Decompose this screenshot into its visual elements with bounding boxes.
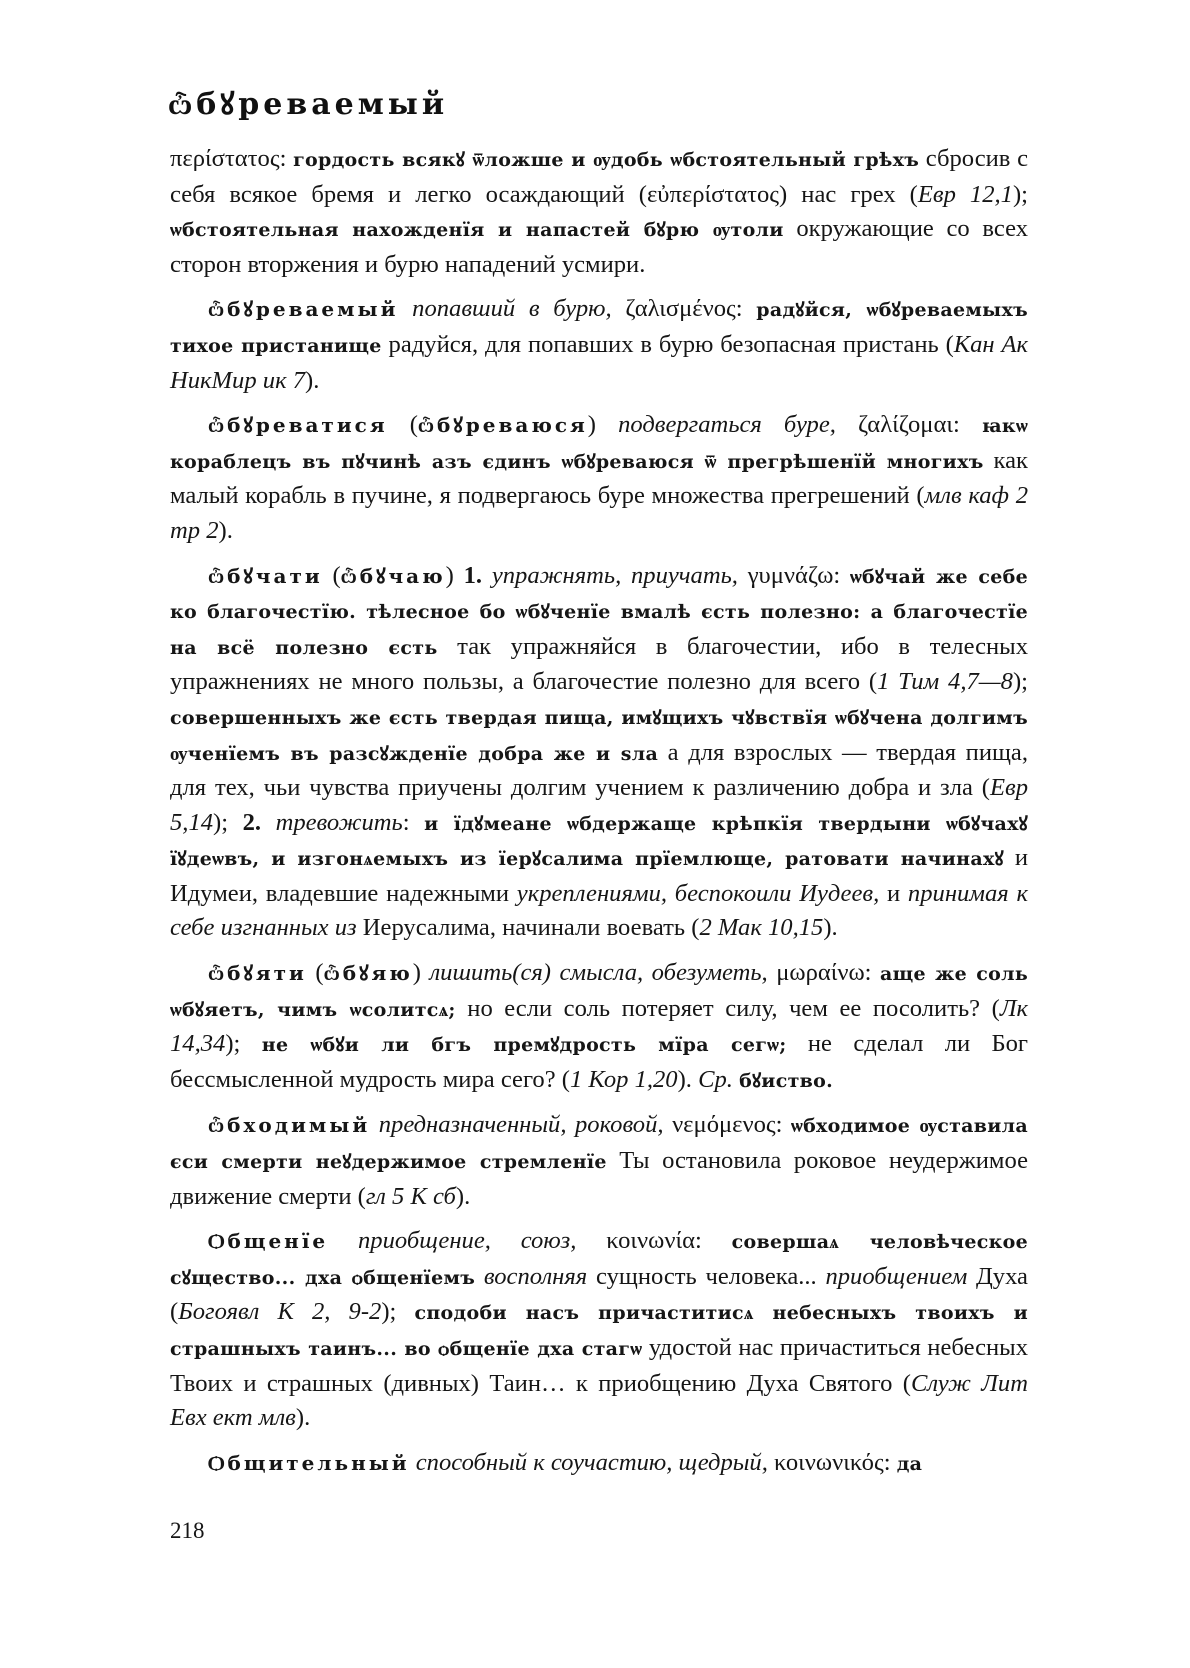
italic-segment: 2 Мак 10,15 xyxy=(699,914,824,942)
text-segment xyxy=(398,295,412,322)
italic-segment: принимая к себе изгнанных из xyxy=(170,879,1029,942)
text-segment: ); xyxy=(1012,668,1028,696)
text-segment: ); xyxy=(381,1298,415,1326)
text-segment: ζαλισμένος: xyxy=(611,295,757,323)
church-slavonic-quote: сподоби насъ причаститисѧ небесныхъ твоихъ и страшныхъ таинъ... во ѻбщенїе дха стагѡ xyxy=(170,1302,1029,1360)
text-segment: Ты остановила роковое неудержимое движение смерти ( xyxy=(170,1147,1028,1210)
headword: ѽбꙋчати xyxy=(208,563,323,588)
text-segment: κοινωνικός: xyxy=(767,1448,897,1476)
text-segment: так упражняйся в благочестии, ибо в телесных упражнениях не много пользы, а благочестие полезно для всего ( xyxy=(170,632,1028,696)
headword: ѽбꙋяти xyxy=(208,961,307,986)
italic-segment: Евр 12,1 xyxy=(917,180,1013,208)
italic-segment: приобщением xyxy=(825,1262,968,1290)
italic-segment: подвергаться буре, xyxy=(618,411,836,439)
italic-segment: лишить(ся) смысла, обезуметь, xyxy=(429,959,768,987)
text-segment: ). xyxy=(218,516,233,544)
text-segment: ). xyxy=(305,366,320,394)
text-segment: и Идумеи, владевшие надежными xyxy=(170,844,1028,907)
church-slavonic-quote: и їдꙋмеане ѡбдержаще крѣпкїя твердыни ѡбꙋчахꙋ їꙋдеѡвъ, и изгонѧемыхъ из їерꙋсалима прїемлюще, ратовати начинахꙋ xyxy=(170,812,1028,871)
text-segment: ). xyxy=(823,914,838,942)
headword: ѽбꙋреваемый xyxy=(208,297,399,322)
italic-segment: 1 Тим 4,7—8 xyxy=(877,668,1013,696)
italic-segment: Евр 5,14 xyxy=(170,774,1028,836)
text-segment: а для взрослых — твердая пища, для тех, чьи чувства приучены долгим учением к различению добра и зла ( xyxy=(170,738,1029,802)
text-segment: νεμόμενος: xyxy=(663,1111,792,1139)
church-slavonic-quote: ꙗкѡ кораблецъ въ пꙋчинѣ азъ єдинъ ѡбꙋреваюся ѿ прегрѣшенїй многихъ xyxy=(170,415,1028,473)
italic-segment: 1 Кор 1,20 xyxy=(569,1065,678,1093)
text-segment: удостой нас причаститься небесных Твоих и страшных (дивных) Таин… к приобщению Духа Святого ( xyxy=(170,1334,1029,1397)
church-slavonic-quote: ѡбходимое ѹставила єси смерти неꙋдержимое стремленїе xyxy=(170,1115,1028,1174)
church-slavonic-quote: бꙋиство. xyxy=(739,1069,834,1092)
dictionary-body xyxy=(170,142,1028,1491)
headword: ѽбꙋчаю xyxy=(340,563,446,588)
italic-segment: приобщение, союз, xyxy=(358,1227,577,1255)
italic-segment: Лк 14,34 xyxy=(170,994,1028,1058)
church-slavonic-quote: да xyxy=(896,1452,923,1475)
italic-segment: предназначенный, роковой, xyxy=(378,1111,664,1139)
italic-segment: Ср. xyxy=(698,1065,733,1093)
headword: Ѻбщенїе xyxy=(208,1229,329,1254)
text-segment: ); xyxy=(1012,180,1029,208)
text-segment: Духа ( xyxy=(170,1262,1028,1326)
text-segment xyxy=(261,809,276,836)
text-segment xyxy=(370,1111,379,1138)
text-segment xyxy=(328,1227,358,1254)
italic-segment: Кан Ак НикМир ик 7 xyxy=(170,330,1028,394)
text-segment: ( xyxy=(322,561,341,589)
dictionary-entry xyxy=(170,1224,1028,1436)
italic-segment: попавший в бурю, xyxy=(412,295,612,323)
text-segment: ) xyxy=(587,411,619,439)
dictionary-entry xyxy=(170,956,1028,1098)
text-segment: сущность человека... xyxy=(587,1262,826,1290)
italic-segment: укреплениями, беспокоили Иудеев, xyxy=(516,879,880,907)
text-segment: ); xyxy=(213,808,243,836)
text-segment: ζαλίζομαι: xyxy=(835,411,982,439)
text-segment: как малый корабль в пучине, я подвергаюсь буре множества прегрешений ( xyxy=(170,446,1028,510)
dictionary-entry xyxy=(170,559,1028,947)
headword: ѽбꙋяю xyxy=(323,961,413,986)
text-segment: ( xyxy=(387,411,418,439)
text-segment: ( xyxy=(306,959,324,987)
text-segment: μωραίνω: xyxy=(767,959,881,987)
sense-number: 2. xyxy=(242,808,262,836)
text-segment: но если соль потеряет силу, чем ее посолить? ( xyxy=(455,994,1000,1022)
dictionary-entry xyxy=(170,1446,1028,1482)
dictionary-entry xyxy=(170,142,1028,282)
headword: ѽбꙋреваюся xyxy=(417,413,588,438)
dictionary-entry xyxy=(170,408,1028,548)
dictionary-entry xyxy=(170,292,1028,398)
page-number: 218 xyxy=(170,1518,205,1543)
text-segment: окружающие со всех сторон вторжения и бурю нападений усмири. xyxy=(170,215,1028,278)
church-slavonic-quote: не ѡбꙋи ли бгъ премꙋдрость мїра сегѡ; xyxy=(261,1034,787,1057)
text-segment: и xyxy=(879,879,908,907)
text-segment: Иерусалима, начинали воевать ( xyxy=(356,914,700,942)
church-slavonic-quote: совершенныхъ же єсть твердая пища, имꙋщихъ чꙋвствїя ѡбꙋчена долгимъ ѹченїемъ въ разсꙋжденїе добра же и ѕла xyxy=(170,706,1028,765)
text-segment: ); xyxy=(225,1030,262,1058)
text-segment: не сделал ли Бог бессмысленной мудрость мира сего? ( xyxy=(170,1030,1029,1093)
headword: ѽбꙋреватися xyxy=(208,413,388,438)
sense-number: 1. xyxy=(463,561,483,589)
church-slavonic-quote: радꙋйся, ѡбꙋреваемыхъ тихое пристанище xyxy=(170,299,1029,357)
church-slavonic-quote: совершаѧ человѣческое сꙋщество... дха ѻбщенїемъ xyxy=(170,1231,1028,1289)
church-slavonic-quote: гордость всякꙋ ѿложше и ѹдобь ѡбстоятельный грѣхъ xyxy=(293,149,920,171)
italic-segment: Служ Лит Евх ект млв xyxy=(170,1369,1028,1432)
text-segment: ) xyxy=(412,959,430,987)
text-segment: κοινωνία: xyxy=(576,1227,732,1255)
running-head: ѽбꙋреваемый xyxy=(168,87,449,122)
text-segment: ) xyxy=(445,561,464,589)
text-segment: γυμνάζω: xyxy=(737,561,850,589)
text-segment: ). xyxy=(677,1065,699,1093)
italic-segment: млв каф 2 тр 2 xyxy=(170,482,1028,544)
text-segment: περίστατος: xyxy=(170,145,294,172)
text-segment xyxy=(475,1263,484,1290)
church-slavonic-quote: ѡбстоятельная нахожденїя и напастей бꙋрю ѹтоли xyxy=(170,219,784,242)
text-segment: : xyxy=(402,808,425,836)
text-segment: радуйся, для попавших в бурю безопасная пристань ( xyxy=(381,330,954,358)
text-segment xyxy=(482,562,492,589)
text-segment: ). xyxy=(455,1182,471,1210)
text-segment: сбросив с себя всякое бремя и легко осаждающий (εὐπερίστατος) нас грех ( xyxy=(170,145,1028,208)
italic-segment: гл 5 К сб xyxy=(365,1182,456,1210)
italic-segment: тревожить xyxy=(275,808,403,836)
church-slavonic-quote: аще же соль ѡбꙋяетъ, чимъ ѡсолитсѧ; xyxy=(170,963,1029,1021)
italic-segment: способный к соучастию, щедрый, xyxy=(415,1448,768,1476)
headword: Ѻбщительный xyxy=(208,1450,410,1475)
italic-segment: Богоявл К 2, 9-2 xyxy=(178,1298,382,1326)
italic-segment: упражнять, приучать, xyxy=(491,561,738,589)
text-segment: ). xyxy=(295,1404,311,1432)
dictionary-entry xyxy=(170,1108,1028,1214)
church-slavonic-quote: ѡбꙋчай же себе ко благочестїю. тѣлесное бо ѡбꙋченїе вмалѣ єсть полезно: а благочестїе на всё полезно єсть xyxy=(170,565,1028,659)
headword: ѽбходимый xyxy=(208,1113,371,1138)
italic-segment: восполняя xyxy=(483,1262,588,1290)
